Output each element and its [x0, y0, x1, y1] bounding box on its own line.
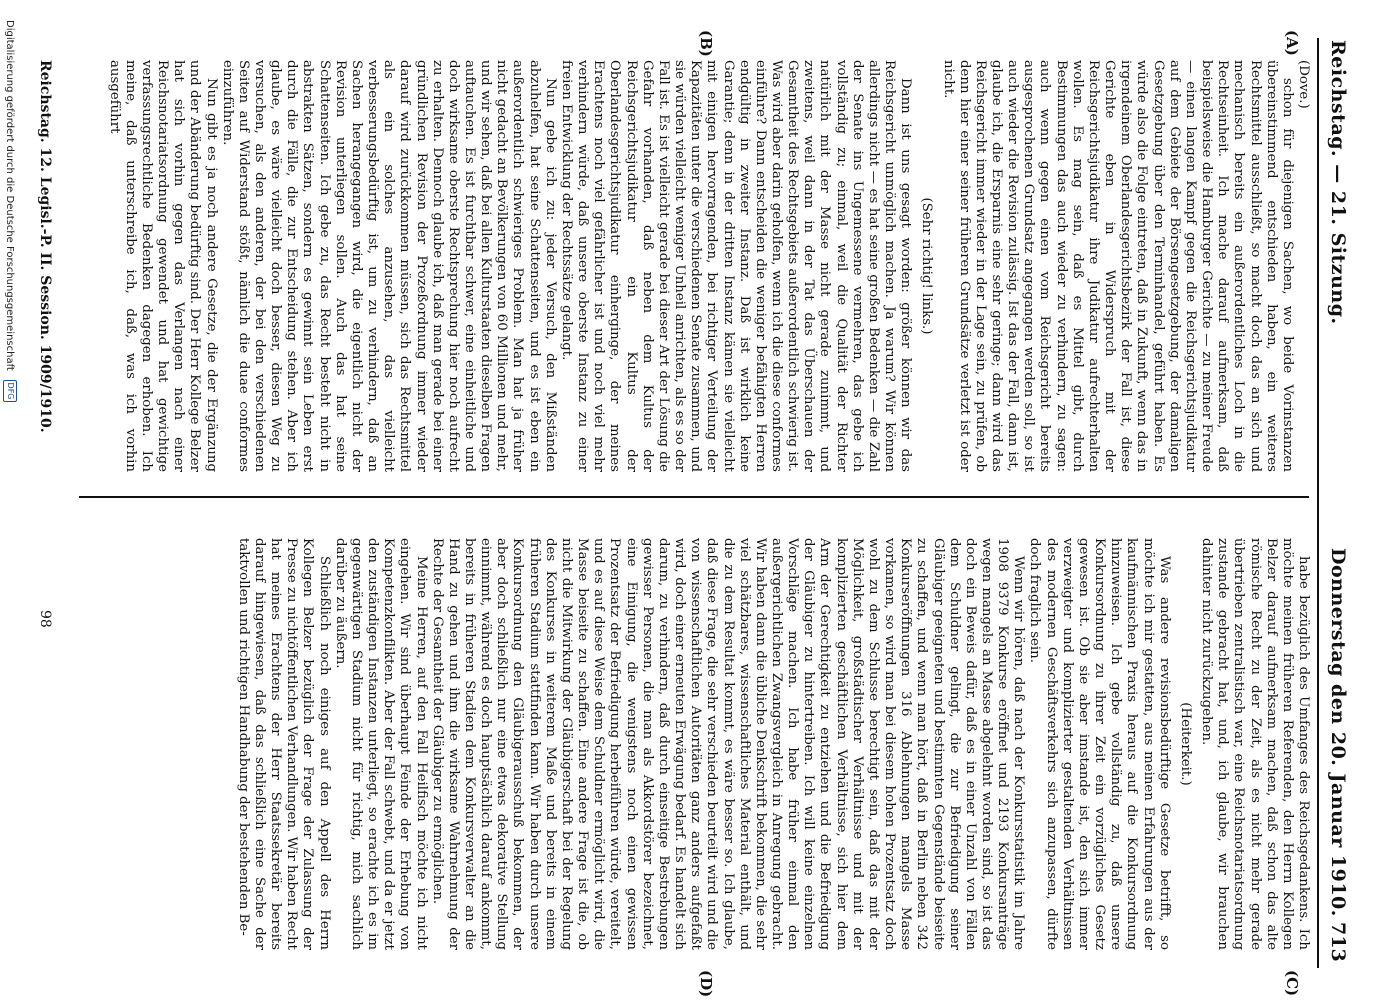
- credit-text: Digitalisierung gefördert durch die Deutsche Forschungsgemeinschaft: [4, 20, 15, 371]
- header-session: Reichstag. — 21. Sitzung.: [1327, 40, 1349, 325]
- right-column-paragraph: Wenn wir hören, daß nach der Konkursstatistik im Jahre 1908 9379 Konkurse eröffnet und 2193 Konkursanträge wegen mangels an Masse abgelehnt worden sind, so ist das doch ein Beweis dafür, daß es in einer Unzahl von Fällen dem Schuldner gelingt, die zur Befriedigung seiner Gläubiger geeigneten und bestimmten Gegenstände beiseite zu schaffen, und wenn man hört, daß in Berlin neben 342 Konkurseröffnungen 316 Ablehnungen mangels Masse vorkamen, so wird man bei diesem hohen Prozentsatz doch wohl zu dem Schlusse berechtigt sein, daß das mit der Möglichkeit, großstädtischer Verhältnisse und mit der komplizierten geschäftlichen Verhältnisse, sich hier dem Arm der Gerechtigkeit zu entziehen und die Befriedigung der Gläubiger zu hintertreiben. Ich will keine einzelnen Vorschläge machen. Ich habe früher einmal den außergerichtlichen Zwangsvergleich in Anregung gebracht. Wir haben dann die übliche Denkschrift bekommen, die sehr viel schätzbares, wissenschaftliches Material enthält, und die zu dem Resultat kommt, es wäre besser so. Ich glaube, daß diese Frage, die sehr verschieden beurteilt wird und die von wissenschaftlichen Autoritäten ganz anders aufgefaßt wird, doch einer erneuten Erwägung bedarf. Es handelt sich darum, zu verhindern, daß durch einseitige Bestrebungen gewisser Personen, die man als Akkordstörer bezeichnet, eine Einigung, die wenigstens noch einen gewissen Prozentsatz der Befriedigung herbeiführen würde, vereitelt, und es auf diese Weise dem Schuldner ermöglicht wird, die Masse beiseite zu schaffen. Eine andere Frage ist die, ob nicht die Mitwirkung der Gläubigerschaft bei der Regelung des Konkurses in weiterem Maße und bereits in einem früheren Stadium stattfinden kann. Wir haben durch unsere Konkursordnung den Gläubigerausschuß bekommen, der aber doch schließlich nur eine etwas dekorative Stellung einnimmt, während es doch hauptsächlich darauf ankommt, bereits in früheren Stadien dem Konkursverwalter an die Hand zu gehen und ihm die wirksame Wahrnehmung der Rechte der Gesamtheit der Gläubiger zu ermöglichen.: [429, 538, 1027, 950]
- dfg-logo-icon: DFG: [3, 380, 17, 402]
- column-divider: [79, 496, 1309, 498]
- margin-mark-d: (D): [697, 970, 715, 998]
- footer-legislature: Reichstag. 12. Legisl.-P. II. Session. 1909/1910.: [37, 60, 53, 433]
- right-column-paragraph: Was andere revisionsbedürftige Gesetze betrifft, so möchte ich mir gestatten, aus meinen Erfahrungen aus der kaufmännischen Praxis heraus auf die Konkursordnung hinzuweisen. Ich gebe vollständig zu, daß unsere Konkursordnung zu ihrer Zeit ein vorzügliches Gesetz gewesen ist. Ob sie aber imstande ist, den sich immer verzweigter und komplizierter gestaltenden Verhältnissen des modernen Geschäftsverkehrs sich anzupassen, dürfte doch fraglich sein.: [1027, 538, 1172, 950]
- page-header: [1303, 0, 1383, 1000]
- left-column-paragraph: Dann ist uns gesagt worden: größer können wir das Reichsgericht unmöglich machen. Ja warum? Wir können allerdings nicht — es hat seine großen Bedenken — die Zahl der Senate ins Ungemessene vermehren, das gebe ich vollständig zu; einmal, weil die Qualität der Richter natürlich mit der Masse nicht gerade zunimmt, und zweitens, weil dann in der Tat das Überschauen der Gesamtheit des Rechtsgebiets außerordentlich schwierig ist. Was wird aber darin geholfen, wenn ich die diese conformes einführe? Dann entscheiden die weniger befähigten Herren endgültig in zweiter Instanz. Daß ist wirklich keine Garantie; denn in der dritten Instanz kämen sie vielleicht mit einigen hervorragenden, bei richtiger Verteilung der Kapazitäten unter die verschiedenen Senate zusammen, und sie würden vielleicht weniger Unheil anrichten, als es so der Fall ist. Es ist vielleicht gerade bei dieser Art der Lösung die Gefahr vorhanden, daß neben dem Kultus der Reichsgerichtsjudikatur ein Kultus der Oberlandesgerichtsjudikatur einherginge, der meines Erachtens noch viel gefährlicher ist und noch viel mehr verhindern würde, daß unsere oberste Instanz zu einer freien Entwicklung der Rechtssätze gelangt.: [558, 60, 914, 472]
- left-column-paragraph: Nun gibt es ja noch andere Gesetze, die der Ergänzung und der Abänderung bedürftig sind. Der Herr Kollege Belzer hat sich vorhin gegen das Verlangen nach einer Reichsnotariatsordnung gewendet und hat gewichtige verfassungsrechtliche Bedenken dagegen erhoben. Ich meine, daß unterschreibe ich, daß, was ich vorhin ausgeführt: [106, 60, 219, 472]
- right-column-interjection: (Heiterkeit.): [1177, 702, 1193, 786]
- left-column-paragraph: (Dove.): [1296, 60, 1311, 109]
- right-column-paragraph: Meine Herren, auf den Fall Heilfisch möchte ich nicht eingehen. Wir sind überhaupt Feinde der Erhebung von Kompetenzkonflikten. Aber der Fall schwebt, und da er jetzt den zuständigen Instanzen unterliegt, so erachte ich es im gegenwärtigen Stadium nicht für richtig, mich sachlich darüber zu äußern.: [332, 538, 429, 950]
- left-column-interjection: (Sehr richtig! links.): [919, 197, 935, 335]
- right-column-paragraph: habe bezüglich des Umfanges des Reichsgedankens. Ich möchte meinen früheren Referenden, den Herrn Kollegen Belzer darauf aufmerksam machen, daß schon das alte römische Recht zu der Zeit, als es nicht mehr gerade übertrieben zentralistisch war, eine Reichsnotariatsordnung zustande gebracht hat, und, ich glaube, wir brauchen dahinter nicht zurückzugehen.: [1199, 538, 1311, 950]
- page-number: 713: [1327, 922, 1349, 962]
- right-column: [111, 538, 1311, 950]
- header-rule: [1317, 38, 1319, 968]
- left-column: [61, 60, 1311, 472]
- header-date: Donnerstag den 20. Januar 1910.: [1327, 548, 1349, 917]
- footer-sheet-number: 98: [37, 610, 53, 628]
- margin-mark-b: (B): [697, 30, 715, 57]
- right-column-paragraph: Schließlich noch einiges auf den Appell des Herrn Kollegen Belzer bezüglich der Frage der Zulassung der Presse zu nichtöffentlichen Verhandlungen. Wir haben Recht hat meines Erachtens der Herr Staatssekretär bereits darauf hingewiesen, daß das schließlich eine Sache der taktvollen und richtigen Handhabung der bestehenden Be-: [235, 538, 332, 950]
- left-column-paragraph: Nun gebe ich zu: jeder Versuch, den Mißständen abzuhelfen, hat seine Schattenseiten, und es ist eben ein außerordentlich schwieriges Problem. Man hat ja früher nicht gedacht an Bevölkerungen von 60 Millionen und mehr, und wir sehen, daß bei allen Kulturstaaten dieselben Fragen auftauchen. Es ist furchtbar schwer, eine einheitliche und doch wirksame oberste Rechtsprechung hier noch aufrecht zu erhalten. Dennoch glaube ich, daß man gerade bei einer gründlichen Revision der Prozeßordnung immer wieder darauf wird zurückkommen müssen, sich das Rechtsmittel als ein solches anzusehen, das vielleicht verbesserungsbedürftig ist, um zu verhindern, daß an Sachen herangegangen wird, die eigentlich nicht der Revision unterliegen sollen. Auch das hat seine Schattenseiten. Ich gebe zu, das Recht besteht nicht in abstrakten Sätzen, sondern es gewinnt sein Leben erst durch die Fälle, die zur Entscheidung stehen. Aber ich glaube, es wäre vielleicht doch besser, diesen Weg zu versuchen, als den anderen, der bei den verschiedenen Seiten auf Widerstand stößt, nämlich die duae conformes einzuführen.: [219, 60, 558, 472]
- margin-mark-a: (A): [1283, 30, 1301, 56]
- margin-mark-c: (C): [1283, 970, 1301, 997]
- left-column-paragraph: schon für diejenigen Sachen, wo beide Vorinstanzen übereinstimmend entschieden haben, ein weiteres Rechtsmittel ausschließt, so macht doch das an sich und mechanisch bereits ein außerordentliches Loch in die Rechtseinheit. Ich mache darauf aufmerksam, daß beispielsweise die Hamburger Gerichte — zu meiner Freude — einen langen Kampf gegen die Reichsgerichtsjudikatur auf dem Gebiete der Börsengesetzgebung, der damaligen Gesetzgebung über den Terminhandel, geführt haben. Es würde also die Folge eintreten, daß in Zukunft, wenn das in irgendeinem Oberlandesgerichtsbezirk der Fall ist, diese Gerichte eben in Widerspruch mit der Reichsgerichtsjudikatur ihre Judikatur aufrechterhalten wollen. Es mag sein, daß es Mittel gibt, durch Bestimmungen das auch wieder zu verhindern, zu sagen: auch wenn gegen einen vom Reichsgericht bereits ausgesprochenen Grundsatz angegangen werden soll, so ist auch wieder die Revision zulässig. Ist das der Fall, dann ist, glaube ich, die Ersparnis eine sehr geringe; dann wird das Reichsgericht immer wieder in der Lage sein, zu prüfen, ob denn hier einer seiner früheren Grundsätze verletzt ist oder nicht.: [940, 60, 1295, 472]
- digitization-credit: [1, 20, 17, 1000]
